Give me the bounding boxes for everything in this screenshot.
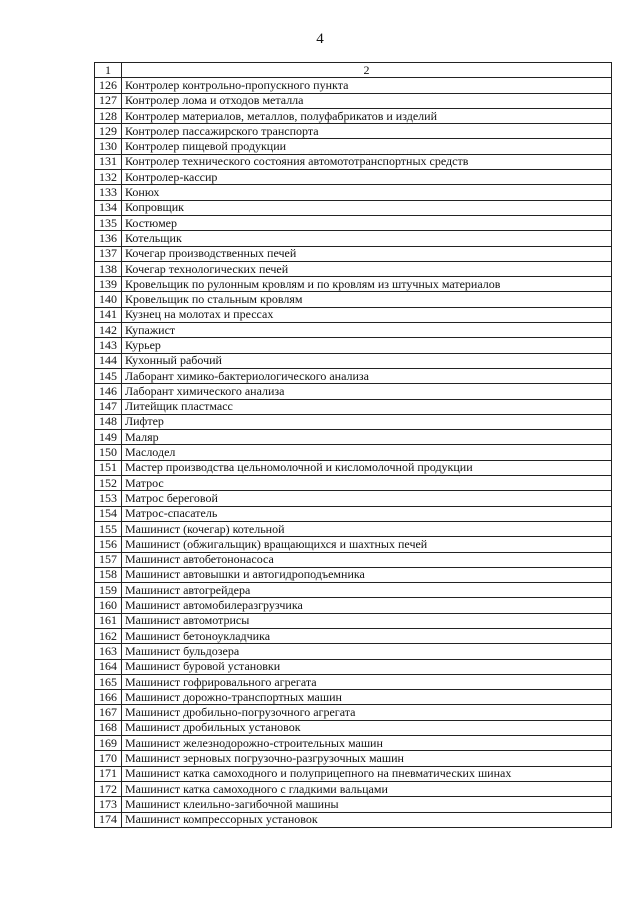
row-number-cell: 137 — [95, 246, 122, 261]
occupation-name-cell: Кухонный рабочий — [122, 353, 612, 368]
occupation-name-cell: Машинист клеильно-загибочной машины — [122, 797, 612, 812]
occupation-name-cell: Лаборант химического анализа — [122, 384, 612, 399]
row-number-cell: 136 — [95, 231, 122, 246]
occupation-name-cell: Машинист автогрейдера — [122, 583, 612, 598]
table-row — [95, 521, 612, 536]
table-row — [95, 460, 612, 475]
table-row — [95, 583, 612, 598]
occupation-name-cell: Кузнец на молотах и прессах — [122, 307, 612, 322]
occupation-name-cell: Машинист автомобилеразгрузчика — [122, 598, 612, 613]
table-row — [95, 476, 612, 491]
occupation-name-cell: Машинист катка самоходного и полуприцепного на пневматических шинах — [122, 766, 612, 781]
occupation-name-cell: Контролер-кассир — [122, 170, 612, 185]
table-row — [95, 430, 612, 445]
table-row — [95, 261, 612, 276]
page-number: 4 — [316, 31, 324, 47]
table-row — [95, 353, 612, 368]
table-row — [95, 720, 612, 735]
column-header-number: 1 — [95, 63, 122, 78]
row-number-cell: 153 — [95, 491, 122, 506]
table-row — [95, 185, 612, 200]
occupation-name-cell: Матрос береговой — [122, 491, 612, 506]
table-row — [95, 399, 612, 414]
row-number-cell: 163 — [95, 644, 122, 659]
row-number-cell: 147 — [95, 399, 122, 414]
row-number-cell: 155 — [95, 521, 122, 536]
occupation-name-cell: Машинист компрессорных установок — [122, 812, 612, 827]
row-number-cell: 127 — [95, 93, 122, 108]
occupation-name-cell: Контролер пищевой продукции — [122, 139, 612, 154]
row-number-cell: 133 — [95, 185, 122, 200]
occupation-name-cell: Машинист буровой установки — [122, 659, 612, 674]
row-number-cell: 164 — [95, 659, 122, 674]
occupation-name-cell: Лаборант химико-бактериологического анализа — [122, 368, 612, 383]
row-number-cell: 131 — [95, 154, 122, 169]
occupation-name-cell: Машинист зерновых погрузочно-разгрузочных машин — [122, 751, 612, 766]
table-row — [95, 506, 612, 521]
row-number-cell: 134 — [95, 200, 122, 215]
table-row — [95, 705, 612, 720]
occupation-name-cell: Купажист — [122, 323, 612, 338]
occupation-name-cell: Матрос-спасатель — [122, 506, 612, 521]
row-number-cell: 157 — [95, 552, 122, 567]
occupation-name-cell: Машинист бетоноукладчика — [122, 628, 612, 643]
row-number-cell: 154 — [95, 506, 122, 521]
occupation-name-cell: Машинист (кочегар) котельной — [122, 521, 612, 536]
row-number-cell: 162 — [95, 628, 122, 643]
row-number-cell: 142 — [95, 323, 122, 338]
table-row — [95, 323, 612, 338]
occupation-name-cell: Маслодел — [122, 445, 612, 460]
table-row — [95, 445, 612, 460]
row-number-cell: 151 — [95, 460, 122, 475]
row-number-cell: 139 — [95, 277, 122, 292]
table-row — [95, 644, 612, 659]
occupation-name-cell: Кочегар производственных печей — [122, 246, 612, 261]
row-number-cell: 138 — [95, 261, 122, 276]
row-number-cell: 135 — [95, 215, 122, 230]
occupation-name-cell: Машинист дробильно-погрузочного агрегата — [122, 705, 612, 720]
row-number-cell: 149 — [95, 430, 122, 445]
table-row — [95, 384, 612, 399]
row-number-cell: 145 — [95, 368, 122, 383]
row-number-cell: 171 — [95, 766, 122, 781]
row-number-cell: 158 — [95, 567, 122, 582]
table-row — [95, 368, 612, 383]
table-row — [95, 659, 612, 674]
row-number-cell: 148 — [95, 414, 122, 429]
row-number-cell: 169 — [95, 736, 122, 751]
occupation-name-cell: Кровельщик по рулонным кровлям и по кровлям из штучных материалов — [122, 277, 612, 292]
table-row — [95, 307, 612, 322]
occupations-table — [94, 62, 612, 828]
row-number-cell: 146 — [95, 384, 122, 399]
row-number-cell: 172 — [95, 781, 122, 796]
occupation-name-cell: Контролер материалов, металлов, полуфабрикатов и изделий — [122, 108, 612, 123]
row-number-cell: 144 — [95, 353, 122, 368]
occupation-name-cell: Машинист катка самоходного с гладкими вальцами — [122, 781, 612, 796]
table-row — [95, 93, 612, 108]
row-number-cell: 166 — [95, 690, 122, 705]
occupation-name-cell: Машинист дорожно-транспортных машин — [122, 690, 612, 705]
table-row — [95, 736, 612, 751]
table-header-row — [95, 63, 612, 78]
table-row — [95, 674, 612, 689]
table-row — [95, 491, 612, 506]
row-number-cell: 129 — [95, 124, 122, 139]
occupation-name-cell: Матрос — [122, 476, 612, 491]
row-number-cell: 150 — [95, 445, 122, 460]
occupation-name-cell: Маляр — [122, 430, 612, 445]
occupation-name-cell: Машинист автовышки и автогидроподъемника — [122, 567, 612, 582]
table-row — [95, 108, 612, 123]
occupation-name-cell: Копровщик — [122, 200, 612, 215]
row-number-cell: 156 — [95, 537, 122, 552]
occupation-name-cell: Мастер производства цельномолочной и кисломолочной продукции — [122, 460, 612, 475]
table-row — [95, 751, 612, 766]
table-row — [95, 215, 612, 230]
row-number-cell: 132 — [95, 170, 122, 185]
row-number-cell: 159 — [95, 583, 122, 598]
row-number-cell: 170 — [95, 751, 122, 766]
column-header-occupation: 2 — [122, 63, 612, 78]
occupation-name-cell: Литейщик пластмасс — [122, 399, 612, 414]
occupation-name-cell: Конюх — [122, 185, 612, 200]
table-row — [95, 628, 612, 643]
table-row — [95, 124, 612, 139]
occupation-name-cell: Костюмер — [122, 215, 612, 230]
table-row — [95, 598, 612, 613]
occupation-name-cell: Машинист гофрировального агрегата — [122, 674, 612, 689]
row-number-cell: 168 — [95, 720, 122, 735]
table-row — [95, 139, 612, 154]
table-row — [95, 154, 612, 169]
row-number-cell: 165 — [95, 674, 122, 689]
table-row — [95, 277, 612, 292]
row-number-cell: 130 — [95, 139, 122, 154]
row-number-cell: 143 — [95, 338, 122, 353]
table-row — [95, 200, 612, 215]
occupation-name-cell: Курьер — [122, 338, 612, 353]
table-row — [95, 812, 612, 827]
table-row — [95, 78, 612, 93]
table-row — [95, 766, 612, 781]
table-row — [95, 414, 612, 429]
row-number-cell: 174 — [95, 812, 122, 827]
table-row — [95, 292, 612, 307]
occupation-name-cell: Машинист дробильных установок — [122, 720, 612, 735]
occupation-name-cell: Контролер пассажирского транспорта — [122, 124, 612, 139]
occupations-table-body — [95, 63, 612, 828]
occupation-name-cell: Машинист автобетононасоса — [122, 552, 612, 567]
table-row — [95, 567, 612, 582]
table-row — [95, 338, 612, 353]
row-number-cell: 152 — [95, 476, 122, 491]
occupation-name-cell: Контролер технического состояния автомототранспортных средств — [122, 154, 612, 169]
occupation-name-cell: Машинист железнодорожно-строительных машин — [122, 736, 612, 751]
table-row — [95, 246, 612, 261]
occupation-name-cell: Лифтер — [122, 414, 612, 429]
table-row — [95, 552, 612, 567]
occupation-name-cell: Котельщик — [122, 231, 612, 246]
table-row — [95, 797, 612, 812]
table-row — [95, 231, 612, 246]
table-row — [95, 781, 612, 796]
occupation-name-cell: Контролер контрольно-пропускного пункта — [122, 78, 612, 93]
row-number-cell: 173 — [95, 797, 122, 812]
row-number-cell: 141 — [95, 307, 122, 322]
occupation-name-cell: Кровельщик по стальным кровлям — [122, 292, 612, 307]
occupation-name-cell: Машинист (обжигальщик) вращающихся и шахтных печей — [122, 537, 612, 552]
occupation-name-cell: Кочегар технологических печей — [122, 261, 612, 276]
row-number-cell: 160 — [95, 598, 122, 613]
row-number-cell: 140 — [95, 292, 122, 307]
row-number-cell: 167 — [95, 705, 122, 720]
table-row — [95, 170, 612, 185]
table-row — [95, 537, 612, 552]
table-row — [95, 690, 612, 705]
row-number-cell: 128 — [95, 108, 122, 123]
occupation-name-cell: Машинист бульдозера — [122, 644, 612, 659]
row-number-cell: 126 — [95, 78, 122, 93]
row-number-cell: 161 — [95, 613, 122, 628]
table-row — [95, 613, 612, 628]
occupation-name-cell: Машинист автомотрисы — [122, 613, 612, 628]
occupation-name-cell: Контролер лома и отходов металла — [122, 93, 612, 108]
